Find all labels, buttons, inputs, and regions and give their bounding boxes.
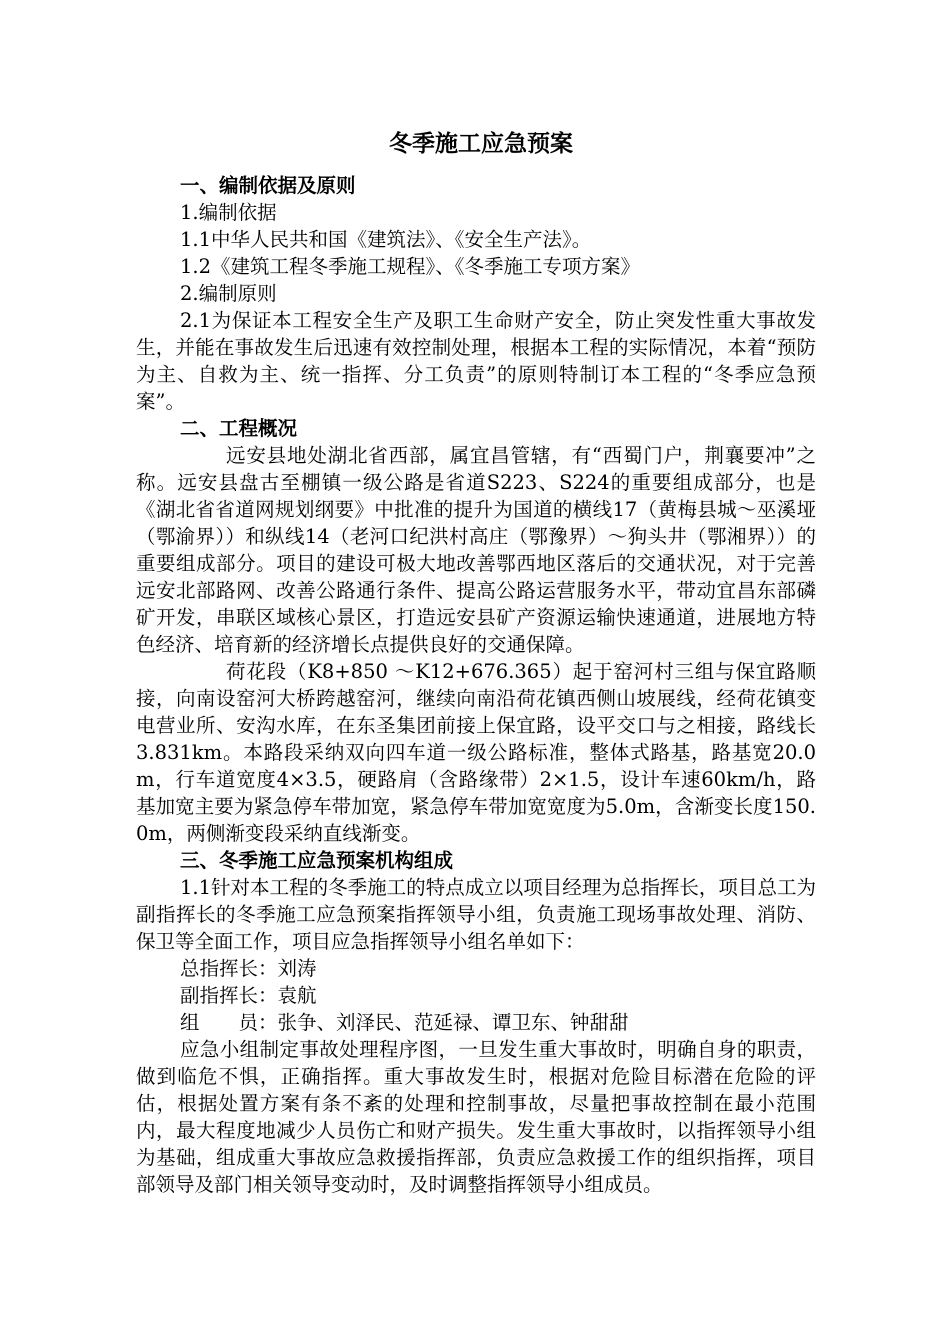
section-heading-basis: 一、编制依据及原则 xyxy=(180,174,356,197)
principle-label: 2.编制原则 xyxy=(180,282,277,305)
commander-line: 总指挥长：刘涛 xyxy=(180,957,317,980)
document-title: 冬季施工应急预案 xyxy=(389,131,573,157)
deputy-line: 副指挥长：袁航 xyxy=(180,984,317,1007)
section-heading-overview: 二、工程概况 xyxy=(180,417,298,440)
organization-paragraph: 1.1针对本工程的冬季施工的特点成立以项目经理为总指挥长，项目总工为副指挥长的冬季施工应急预案指挥领导小组，负责施工现场事故处理、消防、保卫等全面工作，项目应急指挥领导小组名单如下： xyxy=(136,876,816,953)
emergency-paragraph: 应急小组制定事故处理程序图，一旦发生重大事故时，明确自身的职责，做到临危不惧，正确指挥。重大事故发生时，根据对危险目标潜在危险的评估，根据处置方案有条不紊的处理和控制事故，尽量把事故控制在最小范围内，最大程度地减少人员伤亡和财产损失。发生重大事故时，以指挥领导小组为基础，组成重大事故应急救援指挥部，负责应急救援工作的组织指挥，项目部领导及部门相关领导变动时，及时调整指挥领导小组成员。 xyxy=(136,1038,816,1196)
document-page xyxy=(136,128,816,1198)
principle-paragraph: 2.1为保证本工程安全生产及职工生命财产安全，防止突发性重大事故发生，并能在事故发生后迅速有效控制处理，根据本工程的实际情况，本着“预防为主、自救为主、统一指挥、分工负责”的原则特制订本工程的“冬季应急预案”。 xyxy=(136,309,816,413)
overview-paragraph-2: 荷花段（K8+850 ～K12+676.365）起于窑河村三组与保宜路顺接，向南设窑河大桥跨越窑河，继续向南沿荷花镇西侧山坡展线，经荷花镇变电营业所、安沟水库，在东圣集团前接上保宜路，设平交口与之相接，路线长3.831km。本路段采纳双向四车道一级公路标准，整体式路基，路基宽20.0m，行车道宽度4×3.5，硬路肩（含路缘带）2×1.5，设计车速60km/h，路基加宽主要为紧急停车带加宽，紧急停车带加宽宽度为5.0m，含渐变长度150.0m，两侧渐变段采纳直线渐变。 xyxy=(136,660,816,845)
basis-item-1-1: 1.1中华人民共和国《建筑法》、《安全生产法》。 xyxy=(180,228,592,251)
section-heading-organization: 三、冬季施工应急预案机构组成 xyxy=(180,849,454,872)
basis-item-1-2: 1.2《建筑工程冬季施工规程》、《冬季施工专项方案》 xyxy=(180,255,641,278)
members-line: 组 员：张争、刘泽民、范延禄、谭卫东、钟甜甜 xyxy=(180,1011,629,1034)
overview-paragraph-1: 远安县地处湖北省西部，属宜昌管辖，有“西蜀门户，荆襄要冲”之称。远安县盘古至棚镇一级公路是省道S223、S224的重要组成部分，也是《湖北省省道网规划纲要》中批准的提升为国道的横线17（黄梅县城～巫溪垭（鄂渝界））和纵线14（老河口纪洪村高庄（鄂豫界）～狗头井（鄂湘界））的重要组成部分。项目的建设可极大地改善鄂西地区落后的交通状况，对于完善远安北部路网、改善公路通行条件、提高公路运营服务水平，带动宜昌东部磷矿开发，串联区域核心景区，打造远安县矿产资源运输快速通道，进展地方特色经济、培育新的经济增长点提供良好的交通保障。 xyxy=(136,444,816,656)
basis-label: 1.编制依据 xyxy=(180,201,277,224)
